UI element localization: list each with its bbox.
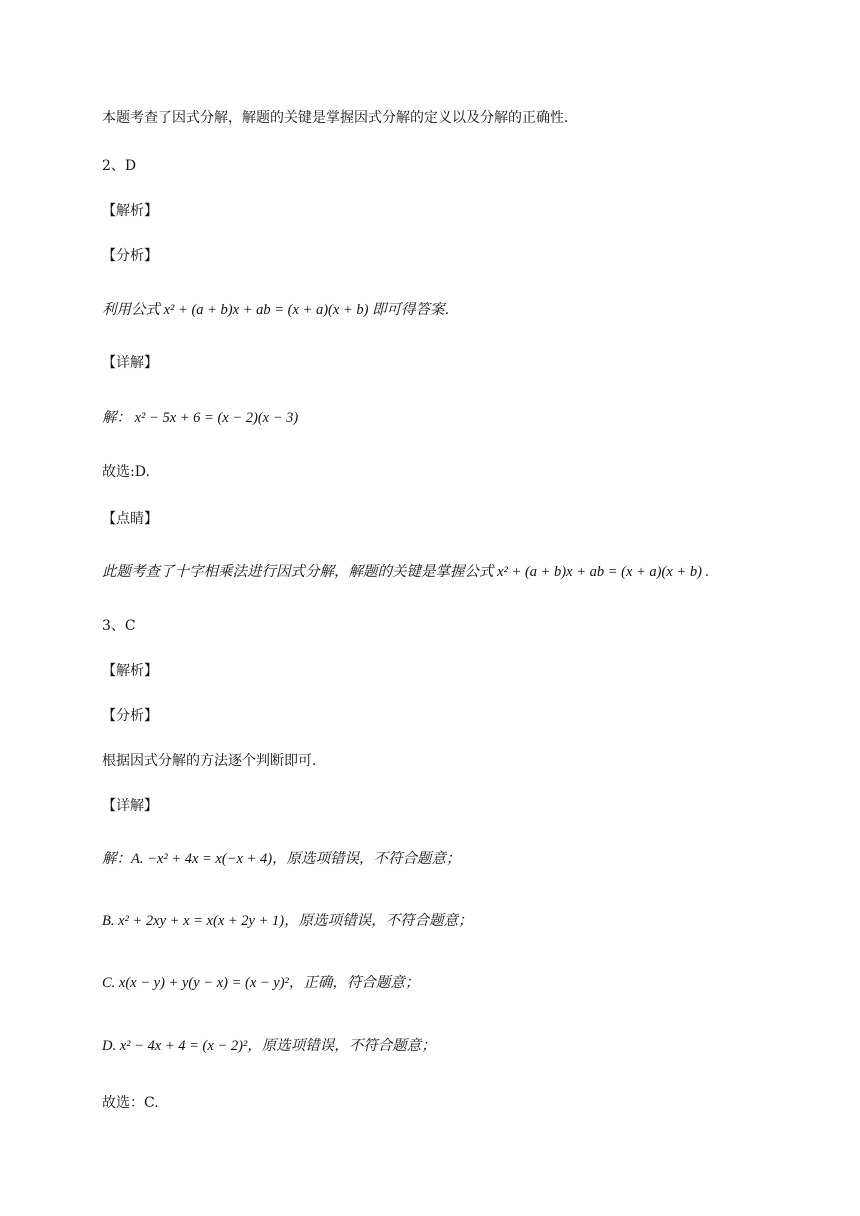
- section-fenxi-2: 【分析】: [102, 708, 158, 724]
- choice-line-1: 故选:D.: [102, 464, 150, 480]
- solution-b: B. x² + 2xy + x = x(x + 2y + 1)，原选项错误，不符合题意；: [102, 913, 473, 929]
- analysis-text: 根据因式分解的方法逐个判断即可．: [102, 753, 326, 769]
- section-xiangjie: 【详解】: [102, 355, 158, 371]
- solution-a: 解：A. −x² + 4x = x(−x + 4)，原选项错误，不符合题意；: [102, 851, 461, 867]
- solution-d: D. x² − 4x + 4 = (x − 2)²，原选项错误，不符合题意；: [102, 1038, 436, 1054]
- section-fenxi: 【分析】: [102, 248, 158, 264]
- commentary-text: 此题考查了十字相乘法进行因式分解，解题的关键是掌握公式 x² + (a + b)x + ab = (x + a)(x + b) .: [102, 564, 710, 580]
- choice-line-2: 故选：C.: [102, 1095, 159, 1111]
- summary-text: 本题考查了因式分解，解题的关键是掌握因式分解的定义以及分解的正确性．: [102, 110, 578, 126]
- formula-text-1: 利用公式 x² + (a + b)x + ab = (x + a)(x + b) 即可得答案．: [102, 302, 460, 318]
- section-jiexi: 【解析】: [102, 203, 158, 219]
- section-xiangjie-2: 【详解】: [102, 798, 158, 814]
- solution-line-1: 解： x² − 5x + 6 = (x − 2)(x − 3): [102, 410, 299, 426]
- section-jiexi-2: 【解析】: [102, 663, 158, 679]
- answer-3-heading: 3、C: [102, 618, 136, 634]
- section-dianjing: 【点睛】: [102, 511, 158, 527]
- solution-c: C. x(x − y) + y(y − x) = (x − y)²，正确，符合题意；: [102, 975, 420, 991]
- answer-2-heading: 2、D: [102, 158, 137, 174]
